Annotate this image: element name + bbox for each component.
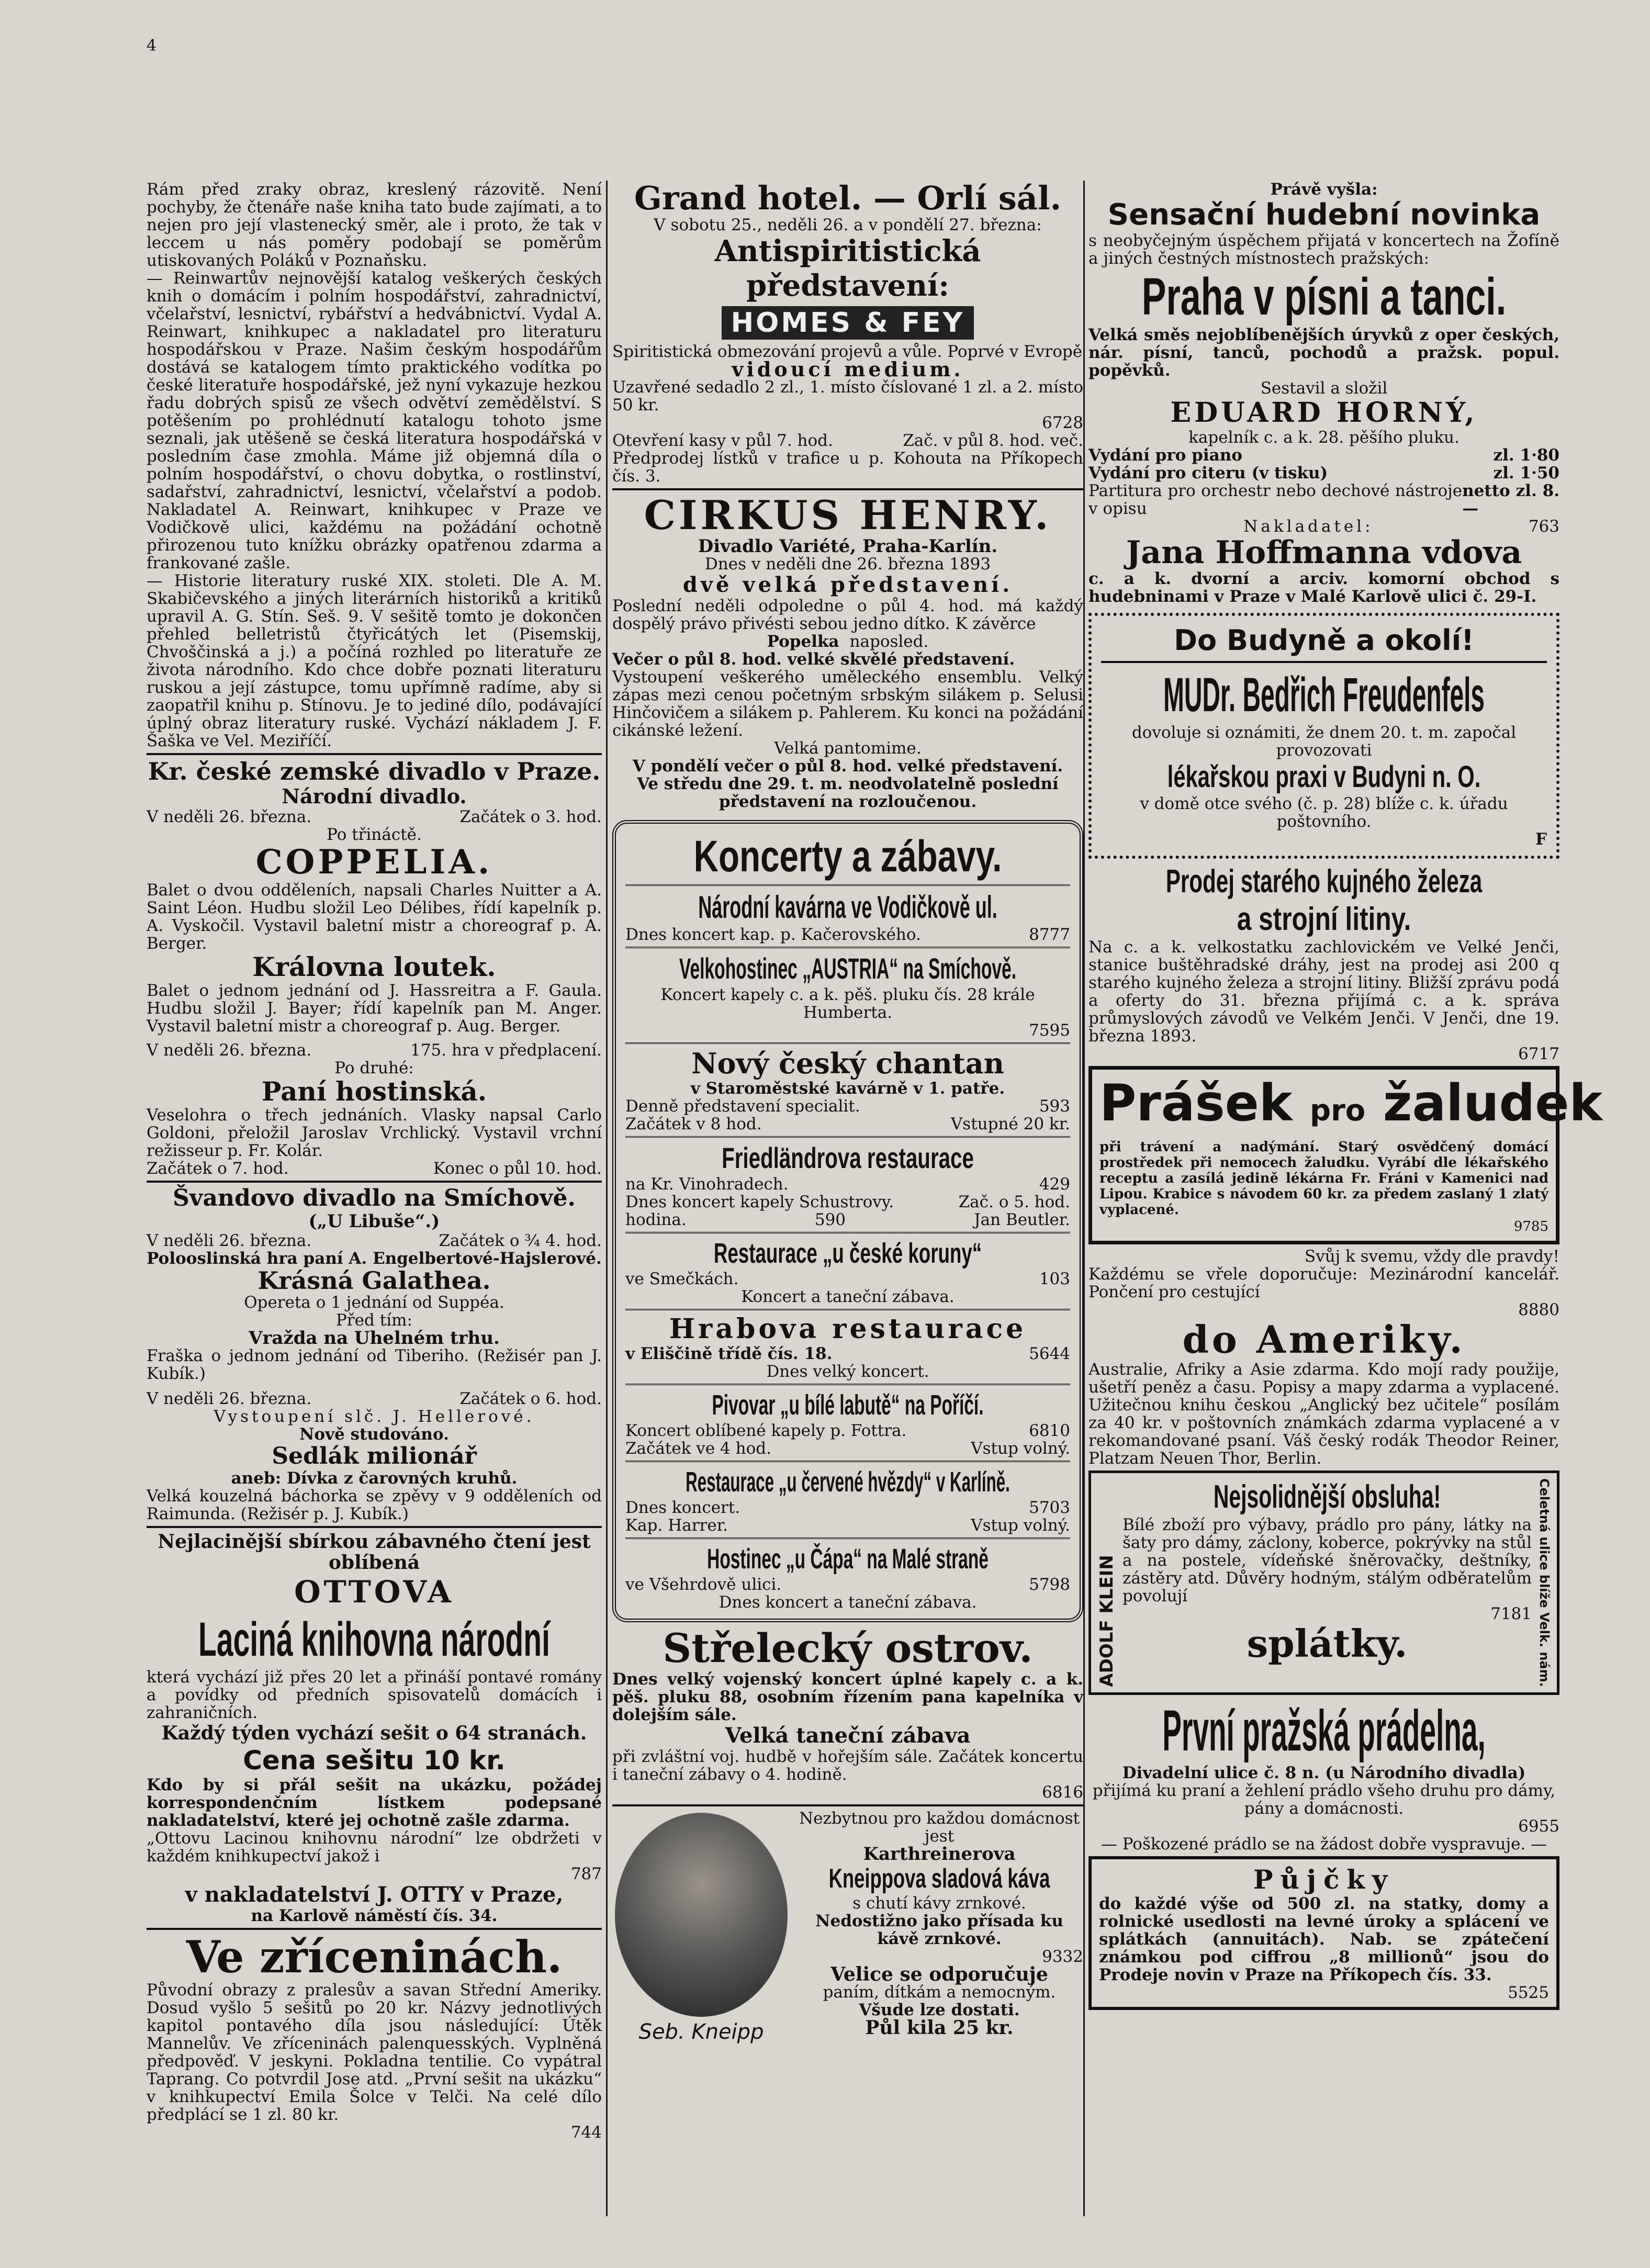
note: Po třináctě. xyxy=(327,825,422,844)
ad-number: 9332 xyxy=(1042,1947,1083,1966)
play-desc: Fraška o jednom jednání od Tiberiho. (Režisér pan J. Kubík.) xyxy=(147,1346,602,1383)
price-value: zl. 1·50 xyxy=(1493,464,1559,482)
ad-title: Sensační hudební novinka xyxy=(1107,198,1541,232)
column-1 xyxy=(147,181,602,2141)
signature: Seb. Kneipp xyxy=(638,2020,764,2044)
theatre-subtitle: Národní divadlo. xyxy=(282,784,467,808)
ad-recommend: Velice se odporučuje xyxy=(830,1963,1048,1985)
ad-line: Každý týden vychází sešit o 64 stranách. xyxy=(161,1722,587,1744)
venue-desc: Dnes koncert a taneční zábava. xyxy=(719,1593,977,1612)
venue-sub: v Staroměstské kavárně v 1. patře. xyxy=(690,1079,1005,1098)
start-time: Začátek o 6. hod. xyxy=(459,1389,602,1408)
ad-brand: OTTOVA xyxy=(294,1574,454,1610)
ad-desc: při zvláštní voj. hudbě v hořejším sále. Začátek koncertu i taneční zábavy o 4. hodině. xyxy=(612,1747,1083,1784)
venue-name: Restaurace „u české koruny“ xyxy=(713,1238,982,1269)
date: V neděli 26. března. xyxy=(147,1041,312,1060)
venue-start: Začátek ve 4 hod. xyxy=(625,1439,771,1458)
ad-title: CIRKUS HENRY. xyxy=(644,492,1052,538)
subscription: 175. hra v předplacení. xyxy=(410,1041,602,1060)
price-item: Vydání pro citeru (v tisku) xyxy=(1088,464,1328,482)
ad-dance: Velká taneční zábava xyxy=(725,1723,971,1748)
ad-kneipp xyxy=(612,1810,1083,2044)
ad-desc: Dnes velký vojenský koncert úplné kapely c. a k. pěš. pluku 88, osobním řízením pana kapelníka v dolejším sále. xyxy=(612,1670,1083,1724)
ad-price: Cena sešitu 10 kr. xyxy=(243,1745,506,1776)
venue-desc: Dnes koncert. xyxy=(625,1498,740,1517)
ad-desc: Původní obrazy z pralesův a savan Střední Ameriky. Dosud vyšlo 5 sešitů po 20 kr. Názvy jednotlivých kapitol pontavého díla jsou následující: Útěk Mannelův. Ve zříceninách palenquesských. Vyplněná předpověď. V jeskyni. Pokladna tentilie. Co vypátral Taprang. Co potvrdil Jose atd. „První sešit na ukázku“ v knihkupectví Emila Šolce v Telči. Na celé dílo předplácí se 1 zl. 80 kr. xyxy=(147,1981,602,2124)
ad-title: Prodej starého kujného železa xyxy=(1165,863,1483,900)
ad-desc: která vychází již přes 20 let a přináší pontavé romány a povídky od předních spisovatelů domácích i zahraničních. xyxy=(147,1668,602,1722)
ad-number: 103 xyxy=(1039,1270,1070,1288)
date: V neděli 26. března. xyxy=(147,1231,312,1250)
ad-number: 9785 xyxy=(1513,1219,1548,1234)
ad-song: Praha v písni a tanci. xyxy=(1141,267,1507,326)
article-paragraph: — Historie literatury ruské XIX. stoleti. Dle A. M. Skabičevského a jiných literárních historiků a kritiků upravil A. G. Stín. Seš. 9. V sešitě tomto je dokončen přehled belletristů čtyřicátých let (Pisemskij, Chvoščinská a j.) a počíná rozhled po literatuře ze života národního. Kdo chce dobře poznati literaturu ruskou a její zástupce, tomu upřímně radíme, aby si zaopatřil knihu p. Stínovu. Je to jediné dílo, podávající úplný obraz literatury ruské. Vychází nákladem J. F. Šaška ve Vel. Meziříčí. xyxy=(147,571,602,750)
venue-desc: Dnes velký koncert. xyxy=(766,1362,929,1381)
ad-number: 7595 xyxy=(1029,1021,1070,1040)
ad-title: Ve zříceninách. xyxy=(186,1931,563,1983)
publisher-label: Nakladatel: xyxy=(1243,517,1374,536)
ad-powder-box xyxy=(1088,1066,1603,1244)
ad-address: v domě otce svého (č. p. 28) blíže c. k. úřadu poštovního. xyxy=(1140,794,1508,831)
ad-number: 5703 xyxy=(1029,1498,1070,1517)
ad-desc: s neobyčejným úspěchem přijatá v koncertech na Žofíně a jiných čestných místnostech pražských: xyxy=(1088,231,1559,268)
note: Nově studováno. xyxy=(299,1425,449,1444)
ad-number: 6816 xyxy=(1042,1783,1083,1802)
divider xyxy=(612,1804,1083,1806)
play-desc: Balet o jednom jednání od J. Hassreitra a F. Gaula. Hudbu složil J. Bayer; řídí kapelník pan M. Anger. Vystavil baletní mistr a choreograf p. Aug. Berger. xyxy=(147,981,602,1036)
venue-fee: Vstup volný. xyxy=(971,1516,1070,1535)
theatre-subtitle: („U Libuše“.) xyxy=(308,1211,440,1232)
venue-desc: Koncert oblíbené kapely p. Fottra. xyxy=(625,1421,907,1440)
ad-by: Sestavil a složil xyxy=(1260,379,1388,398)
ad-desc: při trávení a nadýmání. Starý osvědčený domácí prostředek při nemocech žaludku. Vyrábí dle lékařského receptu a zasílá jedině lékárna Fr. Fráni v Kamenici nad Lipou. Krabice s návodem 60 kr. za předem zaslaný 1 zlatý vyplacené. xyxy=(1099,1139,1548,1218)
ad-title: Do Budyně a okolí! xyxy=(1174,624,1474,657)
play-desc: Veselohra o třech jednáních. Vlasky napsal Carlo Goldoni, přeložil Jaroslav Vrchlický. Vystavil vrchní režisseur p. Fr. Kolár. xyxy=(147,1106,602,1160)
ad-subtitle: Divadlo Variété, Praha-Karlín. xyxy=(698,536,998,557)
side-label: ADOLF KLEIN xyxy=(1096,1555,1117,1687)
venue-fee: Vstup volný. xyxy=(971,1439,1070,1458)
divider xyxy=(612,488,1083,490)
ad-presale: Předprodej lístků v trafice u p. Kohouta na Příkopech čís. 3. xyxy=(612,449,1083,486)
ad-add: Nedostižno jako přísada ku kávě zrnkové. xyxy=(815,1912,1063,1948)
note: Vystoupení slč. J. Hellerové. xyxy=(214,1407,535,1426)
venue-addr: v Eliščině třídě čís. 18. xyxy=(625,1344,833,1363)
ad-wednesday: Ve středu dne 29. t. m. neodvolatelně poslední představení na rozloučenou. xyxy=(637,774,1059,811)
play-title: Královna loutek. xyxy=(252,951,496,982)
ad-title: Půjčky xyxy=(1253,1863,1395,1895)
ad-klein-box xyxy=(1088,1470,1559,1695)
ad-popelka: Popelka xyxy=(767,632,839,651)
column-rule xyxy=(606,181,608,2216)
venue-owner: Jan Beutler. xyxy=(974,1210,1070,1229)
ad-ruins xyxy=(147,1933,602,2141)
ad-desc: do každé výše od 500 zl. na statky, domy a rolnické usedlosti na levné úroky a splácení ve splátkách (annuitách). Nab. se zpátečení známkou pod ciffrou „8 millionů“ jsou do Prodeje novin v Praze na Příkopech čís. 33. xyxy=(1099,1894,1549,1984)
play-title: Vražda na Uhelném trhu. xyxy=(249,1328,500,1349)
venue-desc: Denně představení specialit. xyxy=(625,1097,860,1116)
venue-name: Friedländrova restaurace xyxy=(722,1141,974,1174)
ad-iron xyxy=(1088,863,1559,1063)
ad-address: Divadelní ulice č. 8 n. (u Národního divadla) xyxy=(1122,1763,1526,1782)
note: Polooslinská hra paní A. Engelbertové-Hajslerové. xyxy=(147,1249,602,1268)
ad-title: Grand hotel. — Orlí sál. xyxy=(634,179,1062,217)
venue-name: Hostinec „u Čápa“ na Malé straně xyxy=(707,1543,989,1575)
ad-title: První pražská prádelna, xyxy=(1162,1698,1486,1763)
article-paragraph: — Reinwartův nejnovější katalog veškerých českých knih o domácím i polním hospodářství, zahradnictví, včelařství, lesnictví, rybářství a hedvábnictví. Vydal A. Reinwart, knihkupec a nakladatel pro literaturu hospodářskou v Praze. Našim českým hospodářům dostává se katalogem tímto praktického vodítka po české literatuře hospodářské, jež nyní vykazuje hezkou řadu dobrých spisů ze všech odvětví zemědělství. S potěšením po prohlédnutí katalogu tohoto jsme seznali, jak utěšeně se česká literatura hospodářská v posledním čase zmohla. Máme již objemná díla o polním hospodářství, o chovu dobytka, o rostlinství, sadařství, zahradnictví, lesnictví, včelařství a podob. Nakladatel A. Reinwart, knihkupec v Praze ve Vodičkově ulici, každému na požádání ochotně přirozenou tuto knížku obrázky opatřenou zdarma a frankované zašle. xyxy=(147,269,602,572)
venue-name: Velkohostinec „AUSTRIA“ na Smíchově. xyxy=(679,952,1017,985)
price-value: netto zl. 8.— xyxy=(1462,481,1559,518)
ad-desc: Každému se vřele doporučuje: Mezinárodní kancelář. Pončení pro cestující xyxy=(1088,1265,1559,1301)
theatre-listing xyxy=(147,1186,602,1523)
ad-number: 5525 xyxy=(1508,1983,1549,2002)
ad-note: — Poškozené prádlo se na žádost dobře vyspravuje. — xyxy=(1101,1834,1547,1854)
ad-circus xyxy=(612,493,1083,811)
ad-address: na Karlově náměstí čís. 34. xyxy=(251,1906,498,1925)
start-time: Začátek o ¾ 4. hod. xyxy=(439,1231,602,1250)
column-2 xyxy=(612,181,1083,2044)
ad-title: do Ameriky. xyxy=(1182,1317,1466,1362)
ad-number: 8777 xyxy=(1029,925,1070,944)
play-title: Krásná Galathea. xyxy=(257,1266,491,1295)
ad-publisher: Jana Hoffmanna vdova xyxy=(1126,534,1522,571)
ad-desc: přijímá ku praní a žehlení prádlo všeho druhu pro dámy, pány a domácnosti. xyxy=(1092,1781,1556,1818)
ad-number: 763 xyxy=(1528,517,1559,536)
venue-addr: ve Všehrdově ulici. xyxy=(625,1575,782,1594)
start-time: Začátek o 3. hod. xyxy=(459,807,602,826)
date: V neděli 26. března. xyxy=(147,807,312,826)
divider xyxy=(147,1181,602,1183)
ad-pro: pro xyxy=(1310,1094,1366,1128)
ad-number: 6955 xyxy=(1518,1816,1559,1836)
ad-concerts-box xyxy=(612,820,1083,1622)
ad-number: 6717 xyxy=(1518,1045,1559,1063)
ad-seats: Uzavřené sedadlo 2 zl., 1. místo číslované 1 zl. a 2. místo 50 kr. xyxy=(612,378,1083,414)
ad-desc: Na c. a k. velkostatku zachlovickém ve Velké Jenči, stanice buštěhradské dráhy, jest na prodej asi 200 q starého kujného železa a strojní litiny. Bližší zprávu podá a oferty do 31. března přijímá c. a k. správa průmyslových závodů ve Velkém Jenči. V Jenči, dne 19. března 1893. xyxy=(1088,938,1559,1046)
ad-show: Antispiritistická představení: xyxy=(714,234,981,303)
ad-number: 590 xyxy=(814,1210,846,1229)
theatre-title: Švandovo divadlo na Smíchově. xyxy=(173,1185,576,1211)
ad-desc: Australie, Afriky a Asie zdarma. Kdo mojí rady použije, ušetří peněz a času. Popisy a mapy zdarma a vyplacené. Užitečnou knihu českou „Anglický bez učitele“ posílám za 40 kr. v poštovních známkách zdarma vyplacené a v rekomandované psaní. Váš český rodák Theodor Reiner, Platzam Neuen Thor, Berlin. xyxy=(1088,1360,1559,1468)
venue-kap: Kap. Harrer. xyxy=(625,1516,728,1535)
price-value: zl. 1·80 xyxy=(1493,446,1559,465)
ad-number: 6810 xyxy=(1029,1421,1070,1440)
play-title: Sedlák milionář xyxy=(272,1443,477,1469)
ad-open: Otevření kasy v půl 7. hod. xyxy=(612,431,833,450)
venue-desc: Dnes koncert kap. p. Kačerovského. xyxy=(625,925,921,944)
ad-desc: Vystoupení veškerého uměleckého ensemblu. Velký zápas mezi cenou početným srbským silákem p. Selusi Hinčovičem a silákem p. Pahlerem. Ku konci na požádání cikánské ležení. xyxy=(612,668,1083,740)
play-title: COPPELIA. xyxy=(255,843,493,882)
ad-performer: HOMES & FEY xyxy=(722,306,974,340)
ad-grand-hotel xyxy=(612,181,1083,485)
ad-number: 593 xyxy=(1039,1097,1070,1116)
venue-hod: hodina. xyxy=(625,1210,687,1229)
ad-medium: vidoucí medium. xyxy=(732,357,964,381)
ad-heading: Nejlacinější sbírkou zábavného čtení jest oblíbená xyxy=(158,1531,591,1574)
ad-ottova xyxy=(147,1531,602,1925)
ad-strelecky xyxy=(612,1626,1083,1801)
ad-loans-box xyxy=(1088,1856,1559,2010)
ad-number: 6728 xyxy=(1042,413,1083,432)
ad-monday: V pondělí večer o půl 8. hod. velké představení. xyxy=(632,757,1063,776)
ad-number: 429 xyxy=(1039,1175,1070,1194)
end-time: Konec o půl 10. hod. xyxy=(433,1159,602,1178)
ad-title: Nejsolidnější obsluha! xyxy=(1213,1479,1441,1515)
ad-practice: lékařskou praxi v Budyni n. O. xyxy=(1167,760,1481,794)
ad-last: naposled. xyxy=(849,632,929,651)
ad-title: Laciná knihovna národní xyxy=(198,1613,550,1666)
ad-desc: Poslední neděli odpoledne o půl 4. hod. má každý dospělý právo přivésti sebou jedno dítko. K závěrce xyxy=(612,597,1083,633)
ad-title: Koncerty a zábavy. xyxy=(693,832,1002,881)
ad-music-novelty xyxy=(1088,181,1559,605)
ad-brand: Karthreinerova xyxy=(863,1844,1016,1865)
venue-desc: Dnes koncert kapely Schustrovy. xyxy=(625,1193,894,1211)
ad-everywhere: Všude lze dostati. xyxy=(859,2001,1020,2019)
ad-title: Kneippova sladová káva xyxy=(828,1863,1050,1894)
ad-number: 744 xyxy=(570,2123,602,2142)
ad-number: 5644 xyxy=(1029,1344,1070,1363)
ad-america xyxy=(1088,1248,1559,1467)
ad-two-shows: dvě velká představení. xyxy=(682,572,1013,597)
ad-pre: Právě vyšla: xyxy=(1270,180,1378,199)
ad-dates: V sobotu 25., neděli 26. a v pondělí 27. března: xyxy=(654,216,1042,234)
ad-desc: Spiritistická obmezování projevů a vůle. Poprvé v Evropě xyxy=(612,342,1083,361)
ad-note: Kdo by si přál sešit na ukázku, požádej korrespondenčním lístkem podepsané nakladatelství, které jej ochotně zašle zdarma. xyxy=(147,1776,602,1830)
ad-desc: Bílé zboží pro výbavy, prádlo pro pány, látky na šaty pro dámy, záclony, koberce, pokrývky na stůl a na postele, vídeňské šněrovačky, deštníky, zástěry atd. Důvěry hodným, stálým odběratelům povolují xyxy=(1123,1515,1532,1605)
ad-number: 5798 xyxy=(1029,1575,1070,1594)
play-desc: Balet o dvou odděleních, napsali Charles Nuitter a A. Saint Léon. Hudbu složil Leo Délibes, řídí kapelník p. A. Vyskočil. Vystavil baletní mistr a choreograf p. A. Berger. xyxy=(147,881,602,953)
venue-fee: Vstupné 20 kr. xyxy=(950,1115,1070,1133)
venue-desc: Koncert a taneční zábava. xyxy=(741,1287,955,1306)
side-label: Celetná ulice blíže Velk. nám. xyxy=(1537,1478,1552,1687)
note: Po druhé: xyxy=(334,1059,414,1077)
ad-installments: splátky. xyxy=(1247,1621,1408,1666)
venue-addr: na Kr. Vinohradech. xyxy=(625,1175,789,1194)
divider xyxy=(147,1928,602,1930)
ad-author: EDUARD HORNÝ, xyxy=(1170,397,1478,429)
column-rule xyxy=(1083,181,1085,2216)
venue-name: Národní kavárna ve Vodičkově ul. xyxy=(698,890,997,925)
ad-start: Zač. v půl 8. hod. več. xyxy=(903,431,1083,450)
price-item: Vydání pro piano xyxy=(1088,446,1242,465)
venue-name: Nový český chantan xyxy=(691,1047,1004,1080)
divider xyxy=(147,753,602,755)
ad-role: kapelník c. a k. 28. pěšího pluku. xyxy=(1188,428,1460,447)
venue-addr: ve Smečkách. xyxy=(625,1270,739,1288)
venue-name: Restaurace „u červené hvězdy“ v Karlíně. xyxy=(686,1466,1010,1498)
ad-for: paním, dítkám a nemocným. xyxy=(823,1983,1056,2002)
venue-desc: Koncert kapely c. a k. pěš. pluku čís. 28 krále Humberta. xyxy=(660,985,1035,1022)
note: Před tím: xyxy=(336,1311,412,1330)
ad-publisher: v nakladatelství J. OTTY v Praze, xyxy=(185,1882,564,1907)
ad-note: „Ottovu Lacinou knihovnu národní“ lze obdržeti v každém knihkupectví jakož i xyxy=(147,1829,602,1866)
ad-pantomime: Velká pantomime. xyxy=(774,739,922,758)
ad-date: Dnes v neděli dne 26. března 1893 xyxy=(704,555,991,574)
ad-need: Nezbytnou pro každou domácnost jest xyxy=(799,1809,1080,1846)
theatre-listing xyxy=(147,758,602,1177)
ad-price: Půl kila 25 kr. xyxy=(865,2017,1014,2039)
date: V neděli 26. března. xyxy=(147,1389,312,1408)
ad-number: 787 xyxy=(570,1865,602,1883)
price-item: Partitura pro orchestr nebo dechové nástroje v opisu xyxy=(1088,481,1463,518)
ad-sub: s chutí kávy zrnkové. xyxy=(852,1894,1026,1913)
venue-start: Začátek v 8 hod. xyxy=(625,1115,762,1133)
theatre-title: Kr. české zemské divadlo v Praze. xyxy=(148,757,601,785)
ad-letter: F xyxy=(1535,830,1547,849)
page-number: 4 xyxy=(147,37,157,55)
play-desc: Opereta o 1 jednání od Suppéa. xyxy=(244,1293,504,1312)
ad-evening: Večer o půl 8. hod. velké skvělé představení. xyxy=(612,650,1015,669)
column-3 xyxy=(1088,180,1603,2013)
ad-number: 8880 xyxy=(1518,1300,1559,1319)
venue-name: Hrabova restaurace xyxy=(669,1313,1027,1345)
article-paragraph: Rám před zraky obraz, kreslený rázovitě. Není pochyby, že čtenáře naše kniha tato bude zajímati, a to nejen pro její vlastenecký směr, ale i proto, že tak v leccem u nás poměry podobají se poměrům utiskovaných Poláků v Poznaňsku. xyxy=(147,180,602,270)
doctor-name: MUDr. Bedřich Freudenfels xyxy=(1163,668,1485,722)
ad-desc: Velká směs nejoblíbenějších úryvků z oper českých, nár. písní, tanců, pochodů a pražsk. popul. popěvků. xyxy=(1088,325,1559,380)
play-desc: Velká kouzelná báchorka se zpěvy v 9 odděleních od Raimunda. (Režisér p. J. Kubík.) xyxy=(147,1487,602,1523)
ad-title: Střelecký ostrov. xyxy=(663,1625,1033,1671)
ad-publisher-desc: c. a k. dvorní a arciv. komorní obchod s hudebninami v Praze v Malé Karlově ulici č. 29-I. xyxy=(1088,569,1559,606)
ad-subtitle: a strojní litiny. xyxy=(1237,901,1411,937)
divider xyxy=(147,1526,602,1528)
portrait-image xyxy=(615,1813,788,2017)
ad-pre: Svůj k svemu, vždy dle pravdy! xyxy=(1304,1247,1559,1266)
ad-desc: dovoluje si oznámiti, že dnem 20. t. m. započal provozovati xyxy=(1131,723,1517,760)
ad-number: 7181 xyxy=(1490,1604,1532,1623)
ad-laundry xyxy=(1088,1698,1559,1853)
ad-budyne-box xyxy=(1088,613,1559,859)
ad-title: žaludek xyxy=(1383,1074,1603,1132)
venue-start: Zač. o 5. hod. xyxy=(958,1193,1070,1211)
play-subtitle: aneb: Dívka z čarovných kruhů. xyxy=(231,1469,518,1488)
play-title: Paní hostinská. xyxy=(261,1076,487,1107)
start-time: Začátek o 7. hod. xyxy=(147,1159,289,1178)
ad-title: Prášek xyxy=(1099,1074,1293,1132)
venue-name: Pivovar „u bílé labutě“ na Poříčí. xyxy=(712,1389,984,1421)
